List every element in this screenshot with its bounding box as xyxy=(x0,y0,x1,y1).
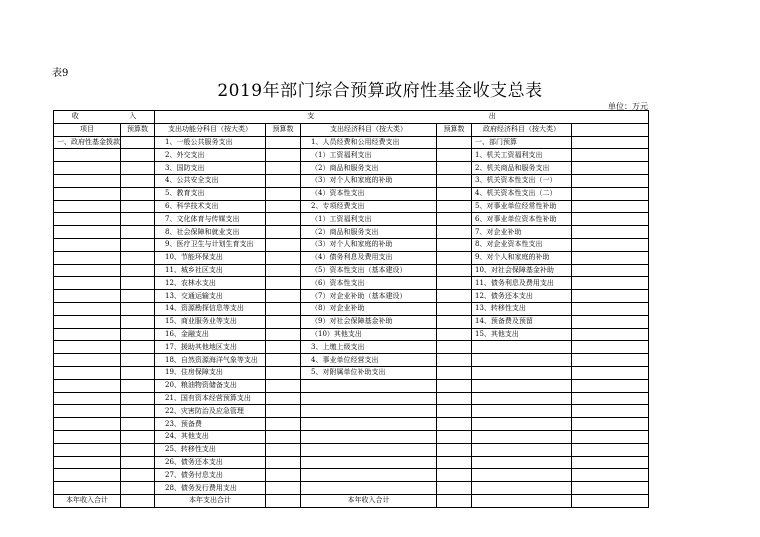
table-row xyxy=(54,174,649,187)
econ-budget-cell xyxy=(437,430,472,443)
econ-class-cell: （2）商品和服务支出 xyxy=(301,226,437,239)
econ-budget-cell xyxy=(437,162,472,175)
econ-budget-cell xyxy=(437,251,472,264)
func-budget-cell xyxy=(266,405,301,418)
func-budget-cell xyxy=(266,456,301,469)
gov-econ-class-cell xyxy=(472,443,572,456)
table-row xyxy=(54,366,649,379)
gov-econ-class-cell xyxy=(472,405,572,418)
gov-econ-budget-cell xyxy=(572,405,649,418)
econ-budget-cell xyxy=(437,366,472,379)
gov-econ-budget-cell xyxy=(572,213,649,226)
table-row xyxy=(54,226,649,239)
table-row xyxy=(54,238,649,251)
income-budget-cell xyxy=(121,136,155,149)
col-budget-1: 预算数 xyxy=(121,123,155,136)
gov-econ-budget-cell xyxy=(572,302,649,315)
econ-budget-cell xyxy=(437,315,472,328)
func-budget-cell xyxy=(266,430,301,443)
func-class-cell: 26、债务还本支出 xyxy=(155,456,266,469)
econ-class-cell xyxy=(301,418,437,431)
econ-budget-cell xyxy=(437,392,472,405)
gov-econ-budget-cell xyxy=(572,354,649,367)
func-budget-cell xyxy=(266,482,301,495)
income-item-cell xyxy=(54,392,121,405)
func-class-cell: 14、资源勘探信息等支出 xyxy=(155,302,266,315)
gov-econ-budget-cell xyxy=(572,187,649,200)
econ-class-cell: （5）资本性支出（基本建设） xyxy=(301,264,437,277)
gov-econ-class-cell: 2、机关商品和服务支出 xyxy=(472,162,572,175)
col-budget-2: 预算数 xyxy=(266,123,301,136)
total-econ-value xyxy=(437,494,472,507)
econ-budget-cell xyxy=(437,354,472,367)
income-budget-cell xyxy=(121,315,155,328)
func-budget-cell xyxy=(266,277,301,290)
econ-class-cell: （3）对个人和家庭的补助 xyxy=(301,238,437,251)
income-budget-cell xyxy=(121,238,155,251)
gov-econ-budget-cell xyxy=(572,456,649,469)
table-row xyxy=(54,290,649,303)
econ-class-cell: （1）工资福利支出 xyxy=(301,213,437,226)
func-class-cell: 23、预备费 xyxy=(155,418,266,431)
gov-econ-class-cell: 1、机关工资福利支出 xyxy=(472,149,572,162)
func-class-cell: 22、灾害防治及应急管理 xyxy=(155,405,266,418)
func-budget-cell xyxy=(266,302,301,315)
table-row xyxy=(54,469,649,482)
gov-econ-budget-cell xyxy=(572,290,649,303)
income-char-2: 入 xyxy=(129,112,137,121)
econ-budget-cell xyxy=(437,418,472,431)
table-row xyxy=(54,277,649,290)
gov-econ-class-cell xyxy=(472,418,572,431)
econ-class-cell xyxy=(301,482,437,495)
func-class-cell: 10、节能环保支出 xyxy=(155,251,266,264)
func-budget-cell xyxy=(266,174,301,187)
table-row xyxy=(54,187,649,200)
income-item-cell xyxy=(54,341,121,354)
table-row xyxy=(54,302,649,315)
income-budget-cell xyxy=(121,213,155,226)
total-econ-label: 本年收入合计 xyxy=(301,494,437,507)
gov-econ-class-cell: 6、对事业单位资本性补助 xyxy=(472,213,572,226)
table-row xyxy=(54,328,649,341)
col-budget-4 xyxy=(572,123,649,136)
income-item-cell xyxy=(54,418,121,431)
econ-class-cell: 1、人员经费和公用经费支出 xyxy=(301,136,437,149)
func-class-cell: 3、国防支出 xyxy=(155,162,266,175)
econ-budget-cell xyxy=(437,379,472,392)
econ-class-cell xyxy=(301,379,437,392)
table-row xyxy=(54,418,649,431)
expenditure-char-2: 出 xyxy=(488,112,496,121)
econ-class-cell xyxy=(301,405,437,418)
econ-budget-cell xyxy=(437,482,472,495)
gov-econ-class-cell xyxy=(472,482,572,495)
func-budget-cell xyxy=(266,187,301,200)
econ-budget-cell xyxy=(437,302,472,315)
income-item-cell xyxy=(54,315,121,328)
col-econ-class: 支出经济科目（按大类） xyxy=(301,123,437,136)
func-class-cell: 5、教育支出 xyxy=(155,187,266,200)
func-budget-cell xyxy=(266,149,301,162)
econ-budget-cell xyxy=(437,290,472,303)
gov-econ-budget-cell xyxy=(572,443,649,456)
table-row xyxy=(54,315,649,328)
gov-econ-budget-cell xyxy=(572,392,649,405)
func-class-cell: 25、转移性支出 xyxy=(155,443,266,456)
econ-class-cell: （7）对企业补助（基本建设） xyxy=(301,290,437,303)
gov-econ-budget-cell xyxy=(572,162,649,175)
income-item-cell xyxy=(54,226,121,239)
gov-econ-class-cell xyxy=(472,469,572,482)
col-item: 项目 xyxy=(54,123,121,136)
col-gov-econ-class: 政府经济科目（按大类） xyxy=(472,123,572,136)
gov-econ-class-cell: 4、机关资本性支出（二） xyxy=(472,187,572,200)
func-budget-cell xyxy=(266,354,301,367)
table-row xyxy=(54,443,649,456)
econ-class-cell: （8）对企业补助 xyxy=(301,302,437,315)
func-budget-cell xyxy=(266,366,301,379)
income-item-cell: 一、政府性基金拨款 xyxy=(54,136,121,149)
econ-budget-cell xyxy=(437,174,472,187)
income-item-cell xyxy=(54,200,121,213)
econ-class-cell: 4、事业单位经营支出 xyxy=(301,354,437,367)
func-budget-cell xyxy=(266,315,301,328)
total-func-value xyxy=(266,494,301,507)
gov-econ-class-cell: 8、对企业资本性支出 xyxy=(472,238,572,251)
func-budget-cell xyxy=(266,379,301,392)
table-row xyxy=(54,392,649,405)
func-budget-cell xyxy=(266,200,301,213)
gov-econ-budget-cell xyxy=(572,341,649,354)
page-title: 2019年部门综合预算政府性基金收支总表 xyxy=(217,81,543,101)
func-class-cell: 7、文化体育与传媒支出 xyxy=(155,213,266,226)
gov-econ-class-cell: 3、机关资本性支出（一） xyxy=(472,174,572,187)
econ-class-cell: （1）工资福利支出 xyxy=(301,149,437,162)
econ-class-cell: （10）其他支出 xyxy=(301,328,437,341)
econ-class-cell xyxy=(301,456,437,469)
table-row xyxy=(54,264,649,277)
total-income-label: 本年收入合计 xyxy=(54,494,121,507)
gov-econ-class-cell xyxy=(472,366,572,379)
func-budget-cell xyxy=(266,290,301,303)
gov-econ-budget-cell xyxy=(572,149,649,162)
income-budget-cell xyxy=(121,174,155,187)
func-class-cell: 15、商业服务业等支出 xyxy=(155,315,266,328)
income-item-cell xyxy=(54,162,121,175)
income-budget-cell xyxy=(121,430,155,443)
func-class-cell: 17、援助其他地区支出 xyxy=(155,341,266,354)
func-class-cell: 2、外交支出 xyxy=(155,149,266,162)
income-budget-cell xyxy=(121,187,155,200)
income-item-cell xyxy=(54,482,121,495)
table-row xyxy=(54,213,649,226)
income-budget-cell xyxy=(121,149,155,162)
income-item-cell xyxy=(54,430,121,443)
income-item-cell xyxy=(54,405,121,418)
econ-budget-cell xyxy=(437,264,472,277)
gov-econ-budget-cell xyxy=(572,315,649,328)
func-class-cell: 8、社会保障和就业支出 xyxy=(155,226,266,239)
econ-class-cell: 2、专项经费支出 xyxy=(301,200,437,213)
table-row xyxy=(54,482,649,495)
col-budget-3: 预算数 xyxy=(437,123,472,136)
gov-econ-budget-cell xyxy=(572,482,649,495)
income-item-cell xyxy=(54,149,121,162)
expenditure-group-header xyxy=(155,111,649,124)
gov-econ-budget-cell xyxy=(572,136,649,149)
income-item-cell xyxy=(54,238,121,251)
econ-budget-cell xyxy=(437,469,472,482)
func-class-cell: 6、科学技术支出 xyxy=(155,200,266,213)
income-budget-cell xyxy=(121,354,155,367)
income-budget-cell xyxy=(121,328,155,341)
income-item-cell xyxy=(54,187,121,200)
income-item-cell xyxy=(54,302,121,315)
income-item-cell xyxy=(54,354,121,367)
income-item-cell xyxy=(54,328,121,341)
econ-class-cell: （3）对个人和家庭的补助 xyxy=(301,174,437,187)
total-income-value xyxy=(121,494,155,507)
func-class-cell: 12、农林水支出 xyxy=(155,277,266,290)
income-item-cell xyxy=(54,277,121,290)
income-item-cell xyxy=(54,264,121,277)
gov-econ-class-cell: 一、部门预算 xyxy=(472,136,572,149)
income-budget-cell xyxy=(121,264,155,277)
income-budget-cell xyxy=(121,290,155,303)
gov-econ-budget-cell xyxy=(572,238,649,251)
func-class-cell: 19、住房保障支出 xyxy=(155,366,266,379)
econ-budget-cell xyxy=(437,405,472,418)
gov-econ-class-cell xyxy=(472,341,572,354)
table-row xyxy=(54,162,649,175)
income-budget-cell xyxy=(121,341,155,354)
econ-budget-cell xyxy=(437,456,472,469)
income-budget-cell xyxy=(121,162,155,175)
table-row xyxy=(54,251,649,264)
income-item-cell xyxy=(54,456,121,469)
func-budget-cell xyxy=(266,238,301,251)
econ-class-cell: （4）资本性支出 xyxy=(301,187,437,200)
func-budget-cell xyxy=(266,341,301,354)
econ-budget-cell xyxy=(437,277,472,290)
func-budget-cell xyxy=(266,264,301,277)
income-item-cell xyxy=(54,443,121,456)
func-class-cell: 13、交通运输支出 xyxy=(155,290,266,303)
econ-class-cell: 3、上缴上级支出 xyxy=(301,341,437,354)
unit-label: 单位：万元 xyxy=(608,102,648,111)
gov-econ-class-cell xyxy=(472,430,572,443)
table-row xyxy=(54,405,649,418)
header-row-columns xyxy=(54,123,649,136)
table-row xyxy=(54,136,649,149)
table-row xyxy=(54,341,649,354)
econ-class-cell: （9）对社会保障基金补助 xyxy=(301,315,437,328)
func-class-cell: 16、金融支出 xyxy=(155,328,266,341)
func-class-cell: 28、债务发行费用支出 xyxy=(155,482,266,495)
func-class-cell: 20、粮油物资储备支出 xyxy=(155,379,266,392)
func-budget-cell xyxy=(266,251,301,264)
econ-class-cell xyxy=(301,392,437,405)
gov-econ-budget-cell xyxy=(572,328,649,341)
total-gov-value xyxy=(572,494,649,507)
gov-econ-budget-cell xyxy=(572,379,649,392)
econ-class-cell: （4）债务利息及费用支出 xyxy=(301,251,437,264)
gov-econ-class-cell xyxy=(472,456,572,469)
table-number: 表9 xyxy=(52,68,69,79)
econ-class-cell: 5、对附属单位补助支出 xyxy=(301,366,437,379)
econ-budget-cell xyxy=(437,328,472,341)
func-budget-cell xyxy=(266,392,301,405)
func-class-cell: 18、自然资源海洋气象等支出 xyxy=(155,354,266,367)
gov-econ-class-cell: 13、转移性支出 xyxy=(472,302,572,315)
func-class-cell: 1、一般公共服务支出 xyxy=(155,136,266,149)
econ-budget-cell xyxy=(437,213,472,226)
header-row-group xyxy=(54,111,649,124)
func-budget-cell xyxy=(266,328,301,341)
gov-econ-class-cell xyxy=(472,379,572,392)
econ-budget-cell xyxy=(437,187,472,200)
econ-budget-cell xyxy=(437,341,472,354)
income-budget-cell xyxy=(121,226,155,239)
func-class-cell: 21、国有资本经营预算支出 xyxy=(155,392,266,405)
income-budget-cell xyxy=(121,366,155,379)
income-budget-cell xyxy=(121,443,155,456)
income-budget-cell xyxy=(121,405,155,418)
econ-class-cell xyxy=(301,430,437,443)
income-budget-cell xyxy=(121,469,155,482)
budget-table xyxy=(53,110,649,508)
income-group-header xyxy=(54,111,155,124)
econ-budget-cell xyxy=(437,238,472,251)
econ-class-cell: （2）商品和服务支出 xyxy=(301,162,437,175)
gov-econ-class-cell: 12、债务还本支出 xyxy=(472,290,572,303)
income-budget-cell xyxy=(121,379,155,392)
income-item-cell xyxy=(54,290,121,303)
income-item-cell xyxy=(54,366,121,379)
econ-class-cell: （6）资本性支出 xyxy=(301,277,437,290)
col-func-class: 支出功能分科目（按大类） xyxy=(155,123,266,136)
gov-econ-budget-cell xyxy=(572,226,649,239)
econ-budget-cell xyxy=(437,149,472,162)
gov-econ-budget-cell xyxy=(572,264,649,277)
total-gov-label xyxy=(472,494,572,507)
gov-econ-budget-cell xyxy=(572,418,649,431)
total-func-label: 本年支出合计 xyxy=(155,494,266,507)
gov-econ-class-cell: 14、预备费及预留 xyxy=(472,315,572,328)
gov-econ-budget-cell xyxy=(572,366,649,379)
econ-class-cell xyxy=(301,443,437,456)
income-budget-cell xyxy=(121,277,155,290)
gov-econ-class-cell xyxy=(472,392,572,405)
table-row xyxy=(54,379,649,392)
gov-econ-budget-cell xyxy=(572,277,649,290)
income-budget-cell xyxy=(121,200,155,213)
gov-econ-class-cell: 5、对事业单位经常性补助 xyxy=(472,200,572,213)
income-char-1: 收 xyxy=(71,112,79,121)
gov-econ-class-cell: 10、对社会保障基金补助 xyxy=(472,264,572,277)
income-item-cell xyxy=(54,379,121,392)
func-budget-cell xyxy=(266,469,301,482)
gov-econ-budget-cell xyxy=(572,200,649,213)
totals-row xyxy=(54,494,649,507)
econ-budget-cell xyxy=(437,136,472,149)
income-budget-cell xyxy=(121,302,155,315)
func-class-cell: 24、其他支出 xyxy=(155,430,266,443)
gov-econ-budget-cell xyxy=(572,430,649,443)
income-item-cell xyxy=(54,213,121,226)
income-budget-cell xyxy=(121,251,155,264)
income-item-cell xyxy=(54,251,121,264)
func-class-cell: 9、医疗卫生与计划生育支出 xyxy=(155,238,266,251)
income-item-cell xyxy=(54,174,121,187)
gov-econ-class-cell: 7、对企业补助 xyxy=(472,226,572,239)
func-class-cell: 11、城乡社区支出 xyxy=(155,264,266,277)
gov-econ-class-cell: 9、对个人和家庭的补助 xyxy=(472,251,572,264)
income-budget-cell xyxy=(121,392,155,405)
econ-budget-cell xyxy=(437,200,472,213)
gov-econ-class-cell: 15、其他支出 xyxy=(472,328,572,341)
gov-econ-budget-cell xyxy=(572,251,649,264)
econ-class-cell xyxy=(301,469,437,482)
func-budget-cell xyxy=(266,213,301,226)
func-budget-cell xyxy=(266,418,301,431)
gov-econ-budget-cell xyxy=(572,174,649,187)
gov-econ-budget-cell xyxy=(572,469,649,482)
table-row xyxy=(54,200,649,213)
expenditure-char-1: 支 xyxy=(307,112,315,121)
func-budget-cell xyxy=(266,162,301,175)
gov-econ-class-cell: 11、债务利息及费用支出 xyxy=(472,277,572,290)
income-budget-cell xyxy=(121,456,155,469)
income-item-cell xyxy=(54,469,121,482)
table-row xyxy=(54,430,649,443)
econ-budget-cell xyxy=(437,226,472,239)
func-budget-cell xyxy=(266,136,301,149)
econ-budget-cell xyxy=(437,443,472,456)
func-budget-cell xyxy=(266,226,301,239)
func-budget-cell xyxy=(266,443,301,456)
income-budget-cell xyxy=(121,482,155,495)
table-row xyxy=(54,354,649,367)
func-class-cell: 27、债务付息支出 xyxy=(155,469,266,482)
func-class-cell: 4、公共安全支出 xyxy=(155,174,266,187)
gov-econ-class-cell xyxy=(472,354,572,367)
income-budget-cell xyxy=(121,418,155,431)
table-row xyxy=(54,456,649,469)
table-row xyxy=(54,149,649,162)
